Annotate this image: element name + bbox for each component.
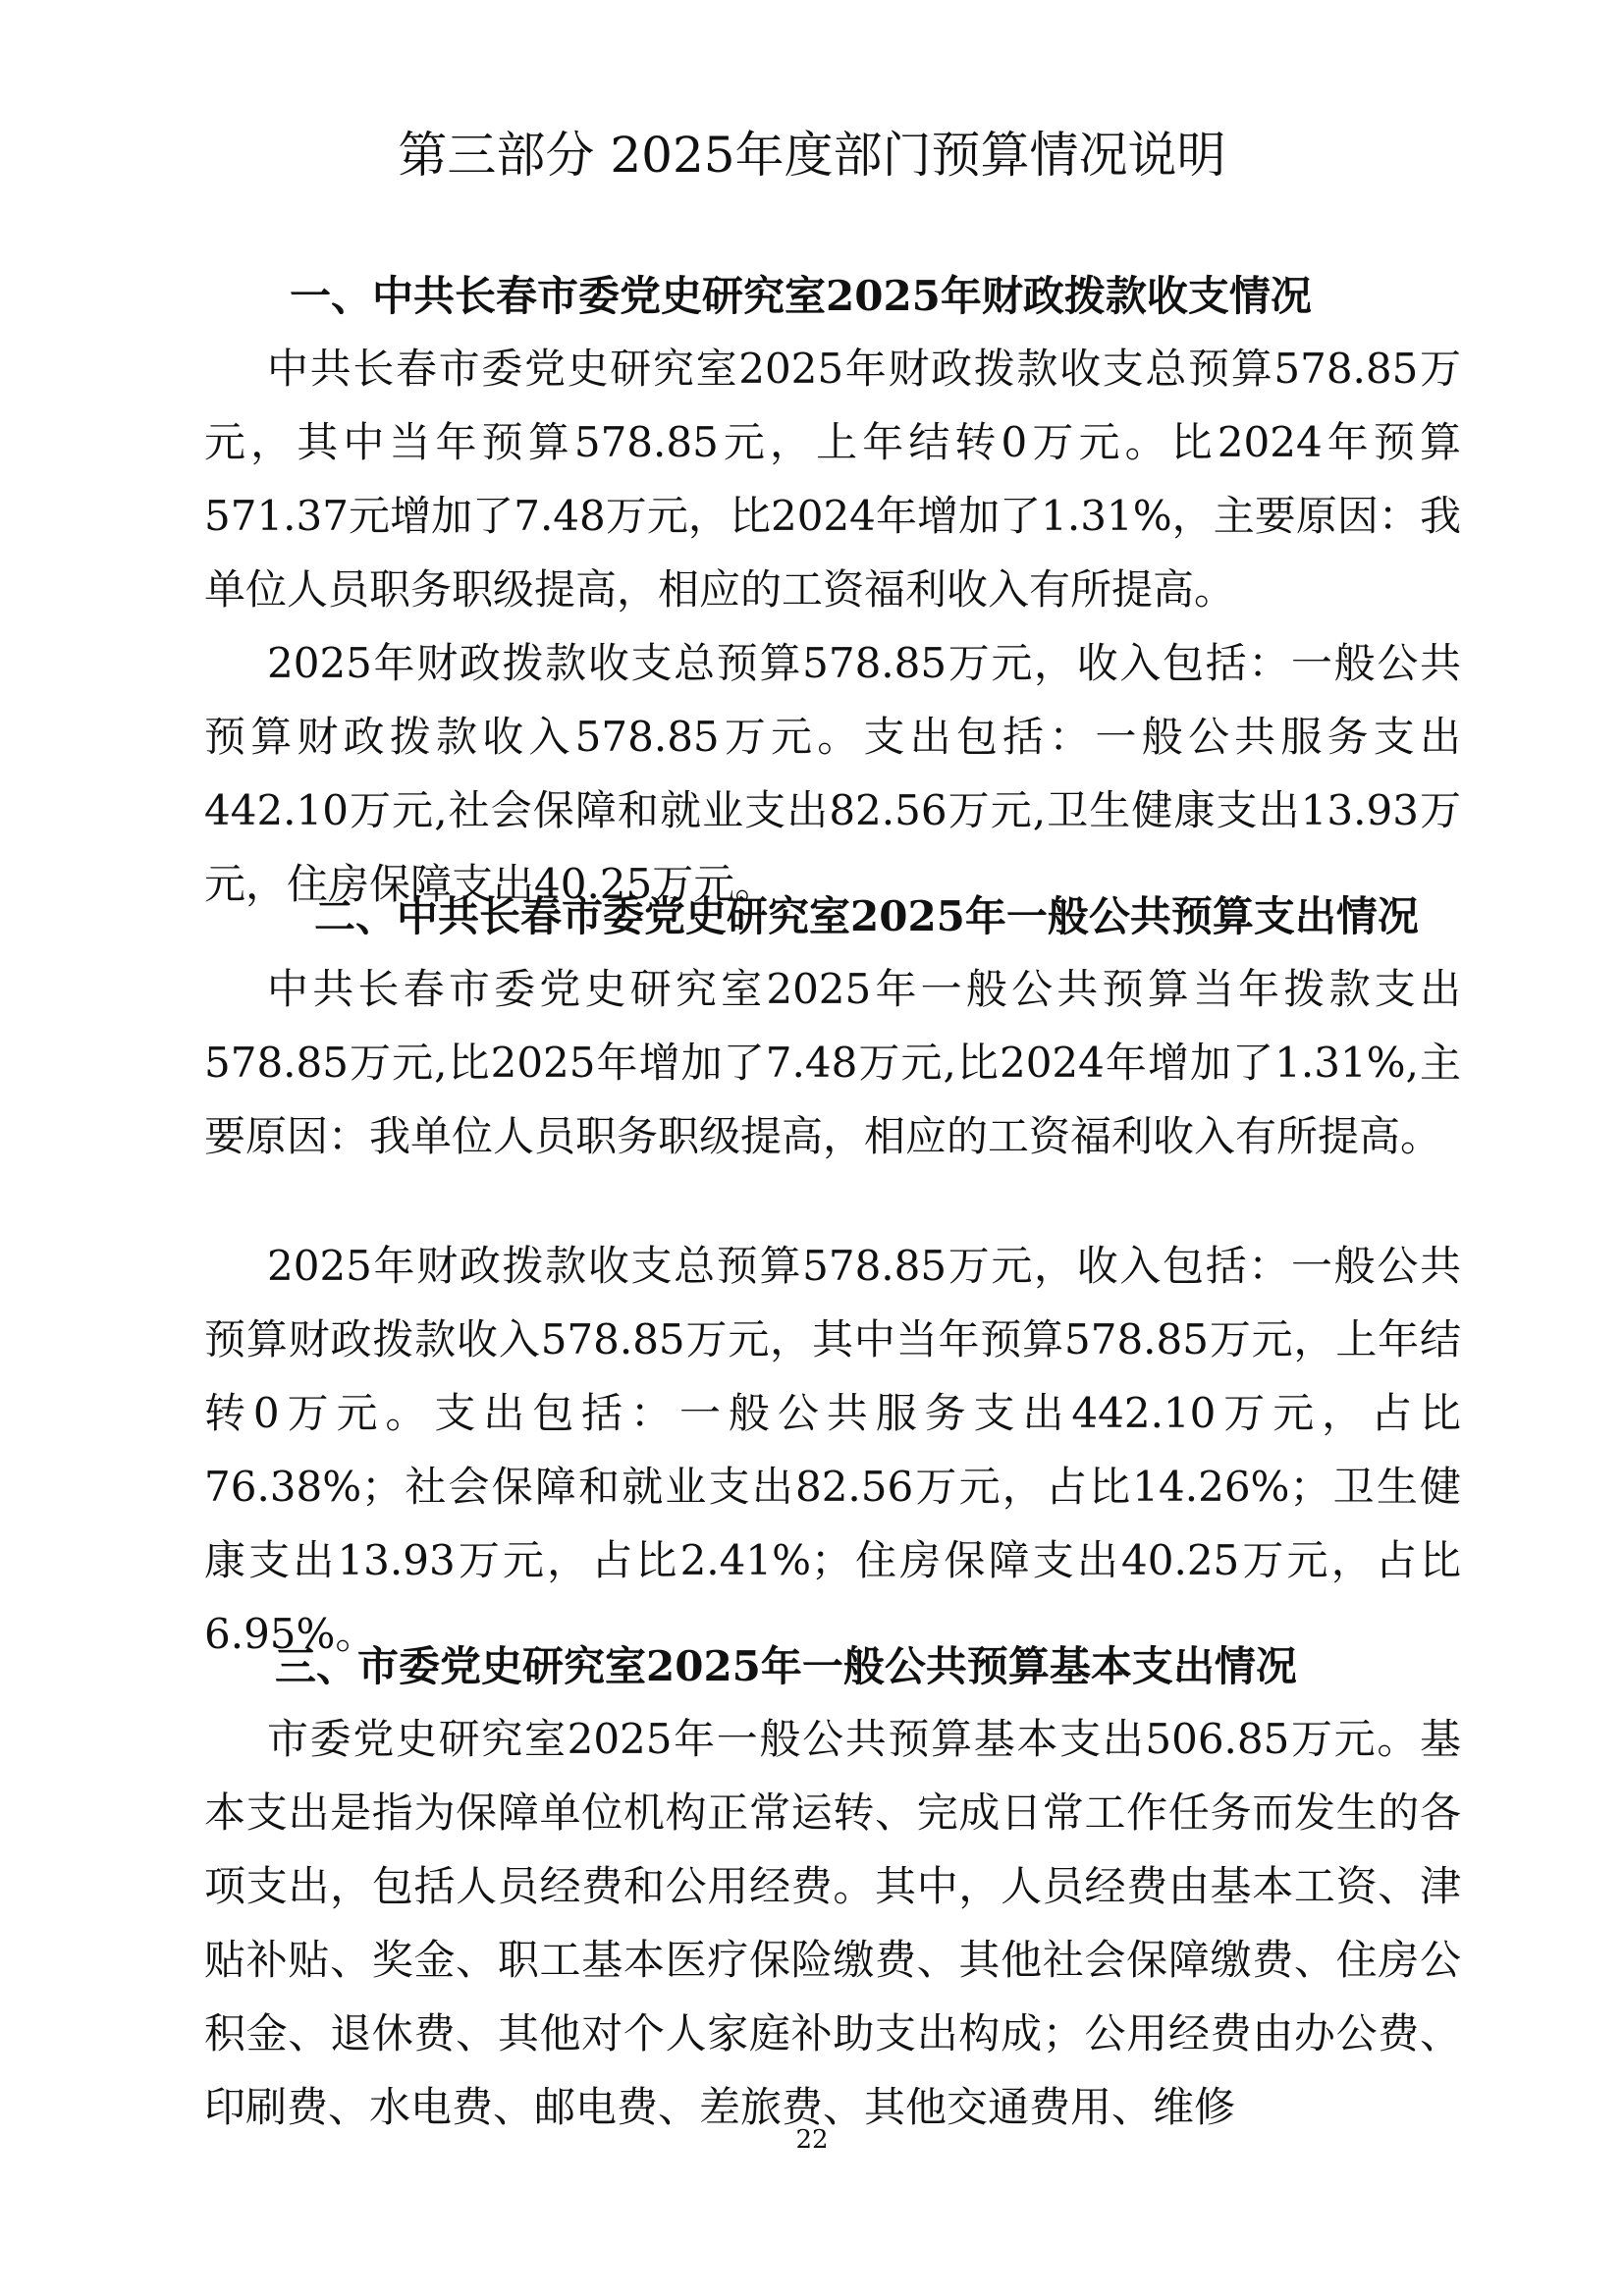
page-number: 22	[795, 2125, 829, 2155]
section-2-paragraph-2: 2025年财政拨款收支总预算578.85万元，收入包括：一般公共预算财政拨款收入578.85万元，其中当年预算578.85万元，上年结转0万元。支出包括：一般公共服务支出442.10万元，占比76.38%；社会保障和就业支出82.56万元，占比14.26%；卫生健康支出13.93万元，占比2.41%；住房保障支出40.25万元，占比6.95%。	[204, 1242, 1461, 1658]
section-2-paragraph-1: 中共长春市委党史研究室2025年一般公共预算当年拨款支出578.85万元,比2025年增加了7.48万元,比2024年增加了1.31%,主要原因：我单位人员职务职级提高，相应的工资福利收入有所提高。	[204, 965, 1461, 1160]
page-title: 第三部分 2025年度部门预算情况说明	[398, 127, 1226, 184]
section-1-paragraph-2: 2025年财政拨款收支总预算578.85万元，收入包括：一般公共预算财政拨款收入578.85万元。支出包括：一般公共服务支出442.10万元,社会保障和就业支出82.56万元,卫生健康支出13.93万元，住房保障支出40.25万元。	[204, 639, 1461, 908]
section-2-heading: 二、中共长春市委党史研究室2025年一般公共预算支出情况	[314, 892, 1419, 940]
section-3-heading: 三、市委党史研究室2025年一般公共预算基本支出情况	[275, 1642, 1297, 1690]
section-3-paragraph-1: 市委党史研究室2025年一般公共预算基本支出506.85万元。基本支出是指为保障单位机构正常运转、完成日常工作任务而发生的各项支出，包括人员经费和公用经费。其中，人员经费由基本工资、津贴补贴、奖金、职工基本医疗保险缴费、其他社会保障缴费、住房公积金、退休费、其他对个人家庭补助支出构成；公用经费由办公费、印刷费、水电费、邮电费、差旅费、其他交通费用、维修	[204, 1715, 1461, 2131]
section-1-heading: 一、中共长春市委党史研究室2025年财政拨款收支情况	[290, 272, 1312, 320]
section-1-paragraph-1: 中共长春市委党史研究室2025年财政拨款收支总预算578.85万元，其中当年预算578.85元，上年结转0万元。比2024年预算571.37元增加了7.48万元，比2024年增加了1.31%，主要原因：我单位人员职务职级提高，相应的工资福利收入有所提高。	[204, 345, 1461, 614]
